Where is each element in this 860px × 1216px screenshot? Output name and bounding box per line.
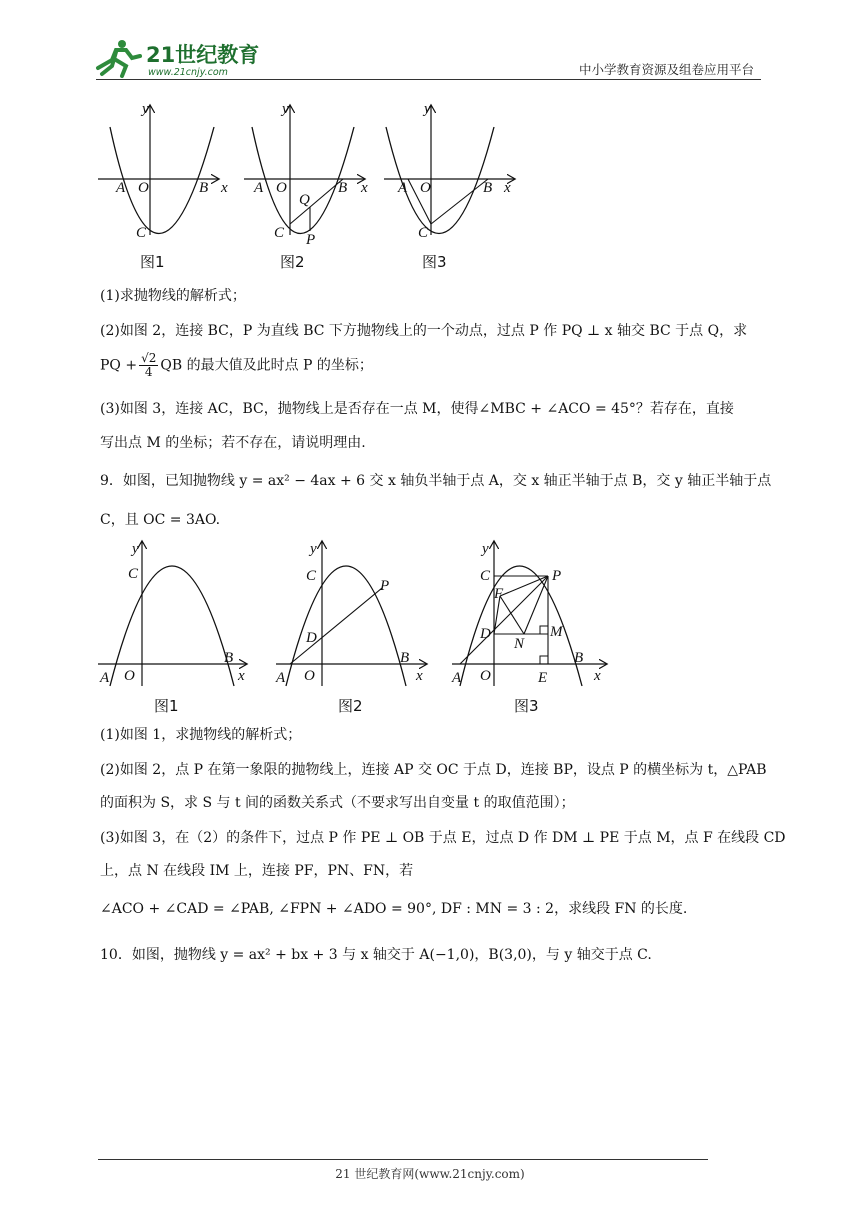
svg-text:A: A (254, 180, 264, 196)
svg-text:C: C (128, 566, 139, 582)
svg-text:O: O (420, 180, 431, 196)
svg-text:A: A (116, 180, 126, 196)
q8-fig1-caption: 图1 (140, 253, 165, 271)
svg-text:x: x (221, 180, 228, 196)
svg-text:D: D (480, 626, 491, 642)
svg-text:B: B (574, 650, 584, 666)
svg-text:P: P (552, 568, 562, 584)
q9-part1: (1)如图 1，求抛物线的解析式； (100, 727, 302, 743)
site-logo (92, 36, 262, 80)
q9-figure-2 (275, 541, 426, 715)
q9-fig3-caption: 图3 (514, 697, 539, 715)
runner-icon (98, 40, 140, 76)
svg-text:y: y (282, 101, 289, 117)
svg-text:Q: Q (299, 192, 310, 208)
svg-text:M: M (550, 624, 563, 640)
svg-text:A: A (276, 670, 286, 686)
svg-text:D: D (306, 630, 317, 646)
q8-part1: (1)求抛物线的解析式； (100, 288, 246, 304)
q9-figure-3 (451, 541, 606, 715)
svg-text:C: C (274, 225, 285, 241)
svg-text:y: y (132, 541, 139, 557)
q8-figures (96, 100, 536, 275)
q8-frac-den: 4 (144, 365, 153, 379)
svg-text:B: B (400, 650, 410, 666)
svg-text:y: y (424, 101, 431, 117)
svg-text:P: P (380, 578, 390, 594)
header-divider (96, 79, 761, 80)
q8-part2-expr-pre: PQ + (100, 357, 138, 374)
q9-stem-line1: 9．如图，已知抛物线 y = ax² − 4ax + 6 交 x 轴负半轴于点 A，交 x 轴正半轴于点 B，交 y 轴正半轴于点 (100, 473, 772, 489)
svg-text:C: C (136, 225, 147, 241)
svg-text:C: C (306, 568, 317, 584)
svg-text:x: x (361, 180, 368, 196)
logo-url: www.21cnjy.com (148, 67, 228, 78)
svg-text:x: x (416, 668, 423, 684)
svg-text:B: B (199, 180, 209, 196)
q8-part2-line2 (100, 352, 762, 379)
svg-text:y: y (310, 541, 317, 557)
svg-text:B: B (224, 650, 234, 666)
svg-text:F: F (494, 586, 504, 602)
svg-text:y: y (142, 101, 149, 117)
q9-figure-1 (98, 541, 246, 715)
svg-text:O: O (276, 180, 287, 196)
header-platform-name: 中小学教育资源及组卷应用平台 (578, 62, 754, 77)
footer-divider (98, 1159, 708, 1160)
q9-part2-line2: 的面积为 S，求 S 与 t 间的函数关系式（不要求写出自变量 t 的取值范围）； (100, 795, 575, 811)
q8-part3-line1: (3)如图 3，连接 AC，BC，抛物线上是否存在一点 M，使得∠MBC + ∠ACO = 45°？若存在，直接 (100, 401, 734, 417)
svg-text:x: x (504, 180, 511, 196)
svg-text:O: O (480, 668, 491, 684)
q8-fig2-caption: 图2 (280, 253, 305, 271)
svg-text:A: A (398, 180, 408, 196)
q8-figure-1 (98, 101, 228, 271)
q9-fig2-caption: 图2 (338, 697, 363, 715)
svg-text:C: C (418, 225, 429, 241)
svg-text:B: B (483, 180, 493, 196)
footer-text: 21 世纪教育网(www.21cnjy.com) (335, 1167, 525, 1181)
q8-part2-expr-post: QB 的最大值及此时点 P 的坐标； (160, 357, 373, 374)
svg-text:x: x (238, 668, 245, 684)
svg-text:E: E (538, 670, 548, 686)
svg-text:A: A (100, 670, 110, 686)
q9-figures (96, 536, 616, 716)
q9-fig1-caption: 图1 (154, 697, 179, 715)
svg-text:y: y (482, 541, 489, 557)
svg-text:O: O (124, 668, 135, 684)
logo-text: 21世纪教育 (146, 43, 260, 67)
svg-text:O: O (138, 180, 149, 196)
q8-part2-fraction (139, 352, 158, 379)
svg-text:B: B (338, 180, 348, 196)
q8-part2-line1: (2)如图 2，连接 BC，P 为直线 BC 下方抛物线上的一个动点，过点 P 作 PQ ⊥ x 轴交 BC 于点 Q，求 (100, 323, 748, 339)
q9-stem-line2: C，且 OC = 3AO. (100, 512, 221, 528)
q9-part2-line1: (2)如图 2，点 P 在第一象限的抛物线上，连接 AP 交 OC 于点 D，连接 BP，设点 P 的横坐标为 t，△PAB (100, 762, 767, 778)
svg-text:P: P (306, 232, 316, 248)
q10-stem: 10．如图，抛物线 y = ax² + bx + 3 与 x 轴交于 A(−1,0)，B(3,0)，与 y 轴交于点 C. (100, 947, 652, 963)
svg-text:x: x (594, 668, 601, 684)
svg-text:A: A (452, 670, 462, 686)
svg-text:N: N (514, 636, 525, 652)
svg-text:C: C (480, 568, 491, 584)
q8-fig3-caption: 图3 (422, 253, 447, 271)
svg-text:O: O (304, 668, 315, 684)
q8-part3-line2: 写出点 M 的坐标；若不存在，请说明理由. (100, 435, 366, 451)
q9-part3-line1: (3)如图 3，在（2）的条件下，过点 P 作 PE ⊥ OB 于点 E，过点 D 作 DM ⊥ PE 于点 M，点 F 在线段 CD (100, 830, 786, 846)
q8-figure-2 (244, 101, 368, 271)
q9-part3-line3: ∠ACO + ∠CAD = ∠PAB, ∠FPN + ∠ADO = 90°, DF : MN = 3 : 2，求线段 FN 的长度. (100, 901, 688, 917)
q8-frac-num: √2 (141, 351, 157, 365)
q9-part3-line2: 上，点 N 在线段 IM 上，连接 PF，PN、FN，若 (100, 863, 414, 879)
q8-figure-3 (384, 101, 514, 271)
